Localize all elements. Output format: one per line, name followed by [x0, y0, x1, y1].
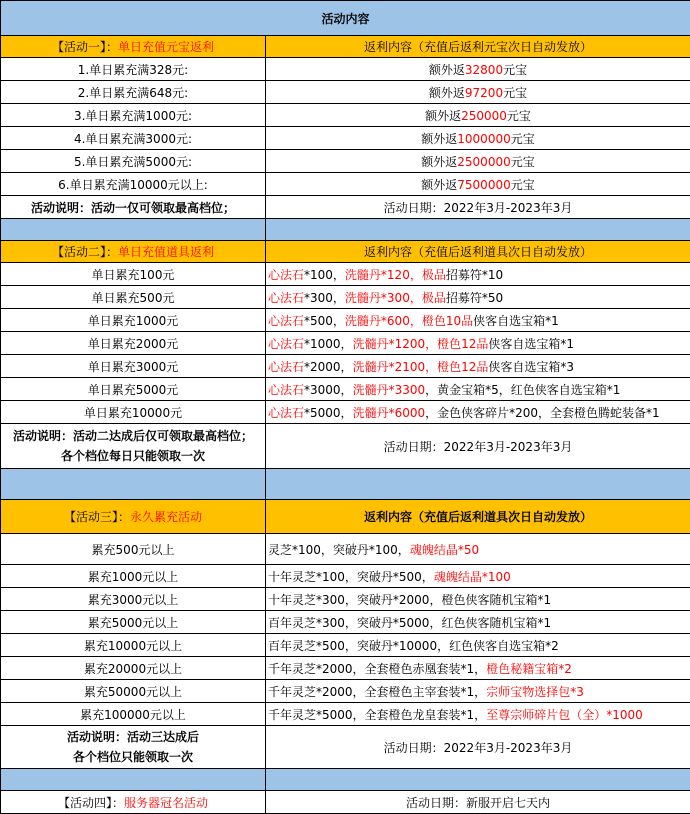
reward-item: ，金色侠客碎片*200，全套橙色腾蛇装备*1: [425, 406, 660, 420]
activity1-header-row: [1, 36, 690, 58]
reward-cell: [266, 657, 690, 680]
table-row: [1, 173, 690, 196]
reward-amount: 2500000: [457, 155, 510, 169]
reward-item: *500，: [304, 314, 345, 328]
activity3-reward-header: 返利内容（充值后返利道具次日自动发放）: [266, 500, 690, 534]
reward-unit: 元宝: [511, 155, 535, 169]
reward-item: 心法石: [268, 268, 304, 282]
separator-band: [1, 219, 690, 241]
table-row: [1, 703, 690, 726]
tier-label: 单日累充5000元: [1, 378, 266, 401]
reward-prefix: 额外返: [429, 86, 465, 100]
reward-cell: [266, 263, 690, 286]
activity1-reward-header: 返利内容（充值后返利元宝次日自动发放）: [266, 36, 690, 58]
activity2-reward-header: 返利内容（充值后返利道具次日自动发放）: [266, 241, 690, 263]
reward-cell: [266, 534, 690, 565]
reward-amount: 32800: [465, 63, 503, 77]
reward-cell: [266, 309, 690, 332]
table-row: [1, 309, 690, 332]
separator-band: [1, 469, 690, 500]
reward-item: *100，: [304, 268, 345, 282]
reward-cell: [266, 127, 690, 150]
reward-unit: 元宝: [511, 132, 535, 146]
table-row: [1, 534, 690, 565]
reward-item-highlight: 魂魄结晶*100: [434, 570, 511, 584]
tier-label: 累充20000元以上: [1, 657, 266, 680]
table-row: [1, 401, 690, 424]
tier-label: 5.单日累充满5000元:: [1, 150, 266, 173]
tier-label: 2.单日累充满648元:: [1, 81, 266, 104]
activity2-date: 活动日期：2022年3月-2023年3月: [266, 424, 690, 469]
reward-item: 心法石: [268, 406, 304, 420]
reward-item: 心法石: [268, 291, 304, 305]
activity1-date: 活动日期：2022年3月-2023年3月: [266, 196, 690, 219]
tier-label: 单日累充500元: [1, 286, 266, 309]
table-row: [1, 634, 690, 657]
table-row: [1, 150, 690, 173]
reward-item: 招募符*10: [446, 268, 503, 282]
reward-item: 千年灵芝*5000，全套橙色龙皇套装*1，: [268, 708, 486, 722]
table-row: [1, 58, 690, 81]
reward-unit: 元宝: [507, 109, 531, 123]
reward-cell: [266, 401, 690, 424]
tier-label: 3.单日累充满1000元:: [1, 104, 266, 127]
reward-cell: [266, 355, 690, 378]
reward-amount: 97200: [465, 86, 503, 100]
reward-amount: 250000: [461, 109, 507, 123]
table-row: [1, 286, 690, 309]
reward-item: *300，: [304, 291, 345, 305]
reward-item-highlight: 橙色秘籍宝箱*2: [486, 662, 572, 676]
table-row: [1, 565, 690, 588]
reward-cell: [266, 58, 690, 81]
activity1-note: 活动说明：活动一仅可领取最高档位；: [1, 196, 266, 219]
reward-item: *1000，: [304, 337, 353, 351]
tier-label: 单日累充2000元: [1, 332, 266, 355]
table-row: [1, 332, 690, 355]
reward-item-highlight: 宗师宝物选择包*3: [486, 685, 584, 699]
table-row: [1, 263, 690, 286]
activity1-note-row: [1, 196, 690, 219]
table-row: [1, 127, 690, 150]
reward-prefix: 额外返: [429, 63, 465, 77]
reward-item: 心法石: [268, 360, 304, 374]
activity4-row: [1, 791, 690, 814]
reward-item: 千年灵芝*2000，全套橙色主宰套装*1，: [268, 685, 486, 699]
tier-label: 单日累充10000元: [1, 401, 266, 424]
reward-cell: [266, 150, 690, 173]
activity2-header: 【活动二】：单日充值道具返利: [1, 241, 266, 263]
reward-unit: 元宝: [503, 63, 527, 77]
reward-item: 侠客自选宝箱*3: [488, 360, 574, 374]
tier-label: 累充1000元以上: [1, 565, 266, 588]
table-row: [1, 81, 690, 104]
reward-cell: [266, 332, 690, 355]
tier-label: 4.单日累充满3000元:: [1, 127, 266, 150]
tier-label: 累充100000元以上: [1, 703, 266, 726]
tier-label: 单日累充1000元: [1, 309, 266, 332]
separator-band: [1, 769, 690, 791]
reward-cell: [266, 378, 690, 401]
reward-item-highlight: 魂魄结晶*50: [410, 543, 479, 557]
reward-item: 心法石: [268, 314, 304, 328]
table-row: [1, 378, 690, 401]
activity2-note: 活动说明：活动二达成后仅可领取最高档位； 各个档位每日只能领取一次: [1, 424, 266, 469]
reward-item: 侠客自选宝箱*1: [473, 314, 559, 328]
tier-label: 累充500元以上: [1, 534, 266, 565]
reward-item: 侠客自选宝箱*1: [488, 337, 574, 351]
table-row: [1, 657, 690, 680]
reward-item: *3000，: [304, 383, 353, 397]
tier-label: 累充3000元以上: [1, 588, 266, 611]
reward-unit: 元宝: [511, 178, 535, 192]
table-row: [1, 680, 690, 703]
title-row: [1, 1, 690, 36]
reward-item-highlight: 至尊宗师碎片包（全）*1000: [486, 708, 643, 722]
reward-cell: [266, 173, 690, 196]
reward-item: *2000，: [304, 360, 353, 374]
page-title: 活动内容: [1, 1, 690, 36]
table-row: [1, 588, 690, 611]
tier-label: 6.单日累充满10000元以上:: [1, 173, 266, 196]
reward-item: 十年灵芝*300，突破丹*2000，橙色侠客随机宝箱*1: [268, 593, 551, 607]
reward-item: 心法石: [268, 383, 304, 397]
reward-item: 百年灵芝*300，突破丹*5000，红色侠客随机宝箱*1: [268, 616, 551, 630]
reward-item: 千年灵芝*2000，全套橙色赤凰套装*1，: [268, 662, 486, 676]
reward-item: 心法石: [268, 337, 304, 351]
activity3-date: 活动日期：2022年3月-2023年3月: [266, 726, 690, 769]
reward-cell: [266, 565, 690, 588]
reward-item: 百年灵芝*500，突破丹*10000，红色侠客自选宝箱*2: [268, 639, 559, 653]
activity3-header-row: [1, 500, 690, 534]
reward-cell: [266, 81, 690, 104]
reward-item: 洗髓丹*1200，橙色12品: [353, 337, 489, 351]
activity3-note: 活动说明：活动三达成后 各个档位只能领取一次: [1, 726, 266, 769]
reward-prefix: 额外返: [421, 178, 457, 192]
reward-cell: [266, 588, 690, 611]
table-row: [1, 104, 690, 127]
reward-item: ，黄金宝箱*5，红色侠客自选宝箱*1: [425, 383, 620, 397]
reward-cell: [266, 104, 690, 127]
reward-item: 洗髓丹*6000: [353, 406, 426, 420]
reward-unit: 元宝: [503, 86, 527, 100]
reward-amount: 7500000: [457, 178, 510, 192]
reward-cell: [266, 703, 690, 726]
reward-prefix: 额外返: [425, 109, 461, 123]
activity2-header-row: [1, 241, 690, 263]
tier-label: 单日累充100元: [1, 263, 266, 286]
activity2-note-row: [1, 424, 690, 469]
reward-item: 洗髓丹*3300: [353, 383, 426, 397]
table-row: [1, 611, 690, 634]
reward-item: 灵芝*100，突破丹*100，: [268, 543, 410, 557]
activity4-header: 【活动四】：服务器冠名活动: [1, 791, 266, 814]
activity1-header: 【活动一】：单日充值元宝返利: [1, 36, 266, 58]
reward-prefix: 额外返: [421, 155, 457, 169]
reward-item: 洗髓丹*600，橙色10品: [345, 314, 473, 328]
reward-item: 招募符*50: [446, 291, 503, 305]
reward-cell: [266, 611, 690, 634]
reward-item: *5000，: [304, 406, 353, 420]
tier-label: 累充10000元以上: [1, 634, 266, 657]
reward-item: 洗髓丹*300，极品: [345, 291, 446, 305]
tier-label: 1.单日累充满328元:: [1, 58, 266, 81]
table-row: [1, 355, 690, 378]
reward-cell: [266, 286, 690, 309]
tier-label: 累充5000元以上: [1, 611, 266, 634]
activity4-date: 活动日期：新服开启七天内: [266, 791, 690, 814]
reward-item: 十年灵芝*100，突破丹*500，: [268, 570, 434, 584]
reward-amount: 1000000: [457, 132, 510, 146]
tier-label: 单日累充3000元: [1, 355, 266, 378]
reward-prefix: 额外返: [421, 132, 457, 146]
activity3-header: 【活动三】：永久累充活动: [1, 500, 266, 534]
reward-item: 洗髓丹*2100，橙色12品: [353, 360, 489, 374]
reward-cell: [266, 634, 690, 657]
reward-item: 洗髓丹*120，极品: [345, 268, 446, 282]
tier-label: 累充50000元以上: [1, 680, 266, 703]
reward-cell: [266, 680, 690, 703]
activity3-note-row: [1, 726, 690, 769]
